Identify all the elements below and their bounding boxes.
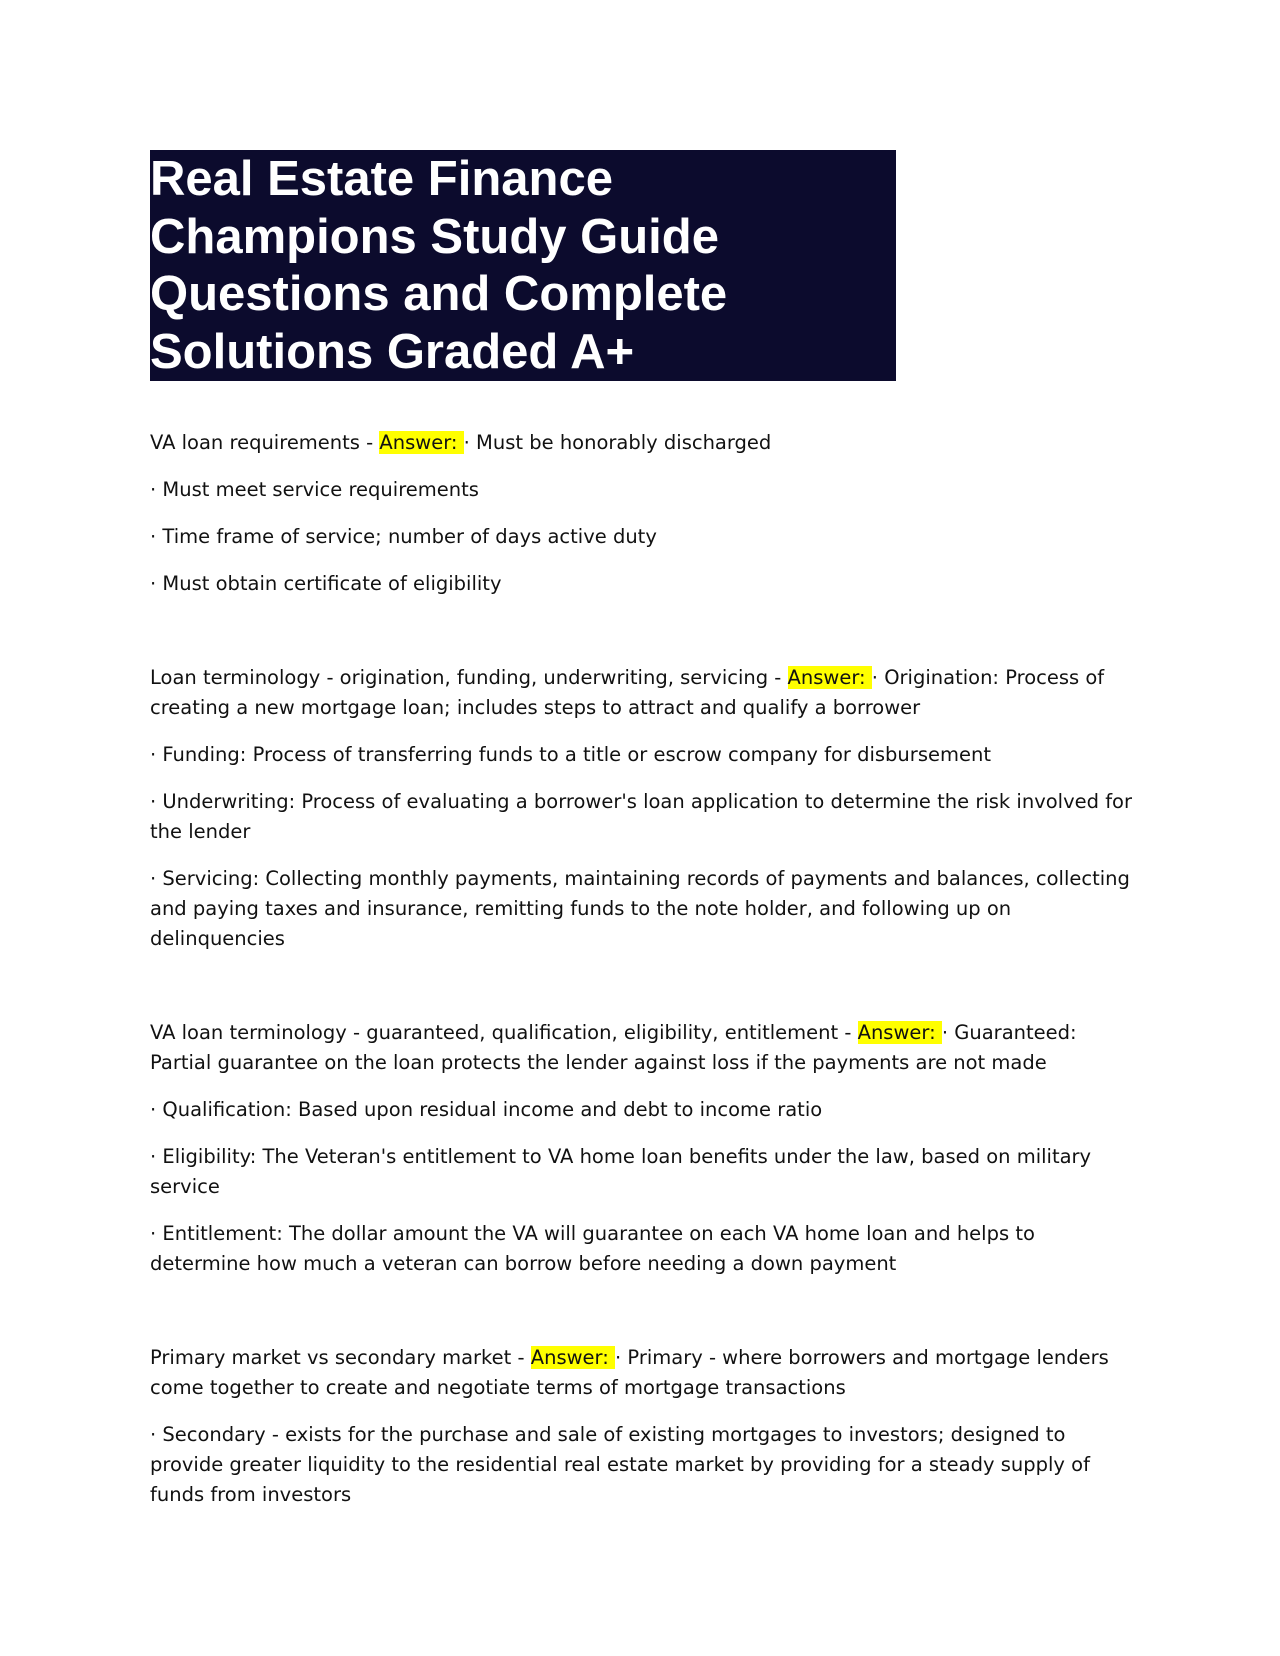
answer-text: · Guaranteed: Partial guarantee on the loan protects the lender against loss if the payments are not made — [150, 1021, 1077, 1074]
section-spacer — [150, 971, 1140, 1018]
answer-bullet: · Underwriting: Process of evaluating a borrower's loan application to determine the risk involved for the lender — [150, 790, 1133, 843]
qa-question-paragraph — [150, 1018, 1140, 1078]
section-spacer — [150, 616, 1140, 663]
title-line: Champions Study Guide — [150, 209, 719, 264]
question-text: Loan terminology - origination, funding, underwriting, servicing - — [150, 666, 788, 689]
question-text: Primary market vs secondary market - — [150, 1346, 531, 1369]
answer-bullet: · Time frame of service; number of days active duty — [150, 525, 657, 548]
answer-text: · Origination: Process of creating a new mortgage loan; includes steps to attract and qualify a borrower — [150, 666, 1105, 719]
answer-bullet: · Entitlement: The dollar amount the VA will guarantee on each VA home loan and helps to determine how much a veteran can borrow before needing a down payment — [150, 1222, 1035, 1275]
answer-bullet: · Eligibility: The Veteran's entitlement to VA home loan benefits under the law, based on military service — [150, 1145, 1092, 1198]
answer-label: Answer: — [857, 1021, 942, 1044]
answer-text: · Must be honorably discharged — [463, 431, 772, 454]
answer-label: Answer: — [379, 431, 464, 454]
answer-bullet: · Must obtain certificate of eligibility — [150, 572, 502, 595]
title-line: Real Estate Finance — [150, 152, 613, 206]
qa-content — [150, 428, 1140, 1527]
qa-question-paragraph — [150, 1343, 1140, 1403]
question-text: VA loan requirements - — [150, 431, 380, 454]
answer-label: Answer: — [530, 1346, 615, 1369]
answer-text: · Primary - where borrowers and mortgage lenders come together to create and negotiate terms of mortgage transactions — [150, 1346, 1109, 1399]
answer-bullet: · Secondary - exists for the purchase and sale of existing mortgages to investors; designed to provide greater liquidity to the residential real estate market by providing for a steady supply of funds from investors — [150, 1423, 1090, 1506]
title-line: Solutions Graded A+ — [150, 324, 635, 379]
question-text: VA loan terminology - guaranteed, qualification, eligibility, entitlement - — [150, 1021, 858, 1044]
answer-bullet: · Must meet service requirements — [150, 478, 479, 501]
answer-bullet: · Funding: Process of transferring funds to a title or escrow company for disbursement — [150, 743, 991, 766]
answer-bullet: · Qualification: Based upon residual income and debt to income ratio — [150, 1098, 823, 1121]
section-spacer — [150, 1296, 1140, 1343]
document-title-block — [150, 150, 896, 381]
answer-bullet: · Servicing: Collecting monthly payments, maintaining records of payments and balances, collecting and paying taxes and insurance, remitting funds to the note holder, and following up on delinquencies — [150, 867, 1130, 950]
qa-question-paragraph — [150, 428, 1140, 458]
answer-label: Answer: — [787, 666, 872, 689]
title-line: Questions and Complete — [150, 267, 728, 321]
qa-question-paragraph — [150, 663, 1140, 723]
